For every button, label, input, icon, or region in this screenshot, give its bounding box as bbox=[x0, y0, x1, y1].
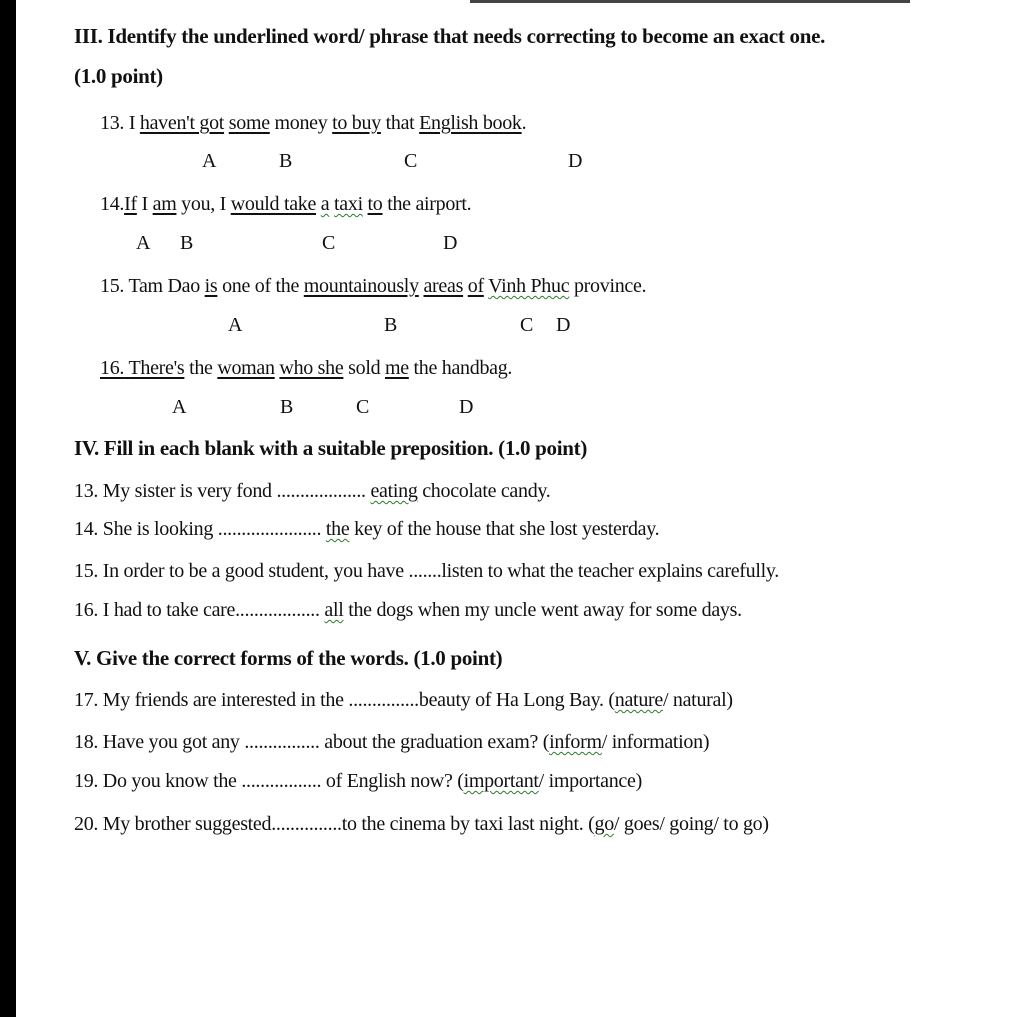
section-3-points: (1.0 point) bbox=[74, 64, 163, 88]
q15-option-a: is bbox=[204, 275, 218, 297]
q13-option-b: some bbox=[228, 112, 270, 134]
q14-option-d: to bbox=[367, 193, 383, 215]
q16-option-c: who she bbox=[279, 357, 344, 379]
blank: ....... bbox=[408, 560, 442, 582]
q15-label-c: C bbox=[520, 314, 534, 336]
fill-item-15: 15. In order to be a good student, you have .......listen to what the teacher explains carefully. bbox=[74, 560, 779, 582]
q13-label-c: C bbox=[404, 150, 418, 172]
question-15: 15. Tam Dao is one of the mountainously areas of Vinh Phuc province. bbox=[100, 275, 647, 297]
word-form-item-20: 20. My brother suggested...............to the cinema by taxi last night. (go/ goes/ going/ to go) bbox=[74, 813, 769, 835]
worksheet-page bbox=[16, 0, 1024, 1017]
question-13: 13. I haven't got some money to buy that English book. bbox=[100, 112, 527, 134]
word-form-item-17: 17. My friends are interested in the ...............beauty of Ha Long Bay. (nature/ natural) bbox=[74, 689, 733, 711]
q14-label-d: D bbox=[443, 232, 458, 254]
q15-label-a: A bbox=[228, 314, 243, 336]
q16-option-a: 16. There's bbox=[100, 357, 185, 379]
word-form-item-19: 19. Do you know the ................. of English now? (important/ importance) bbox=[74, 770, 642, 792]
question-14: 14.If I am you, I would take a taxi to the airport. bbox=[100, 193, 472, 215]
blank: ...................... bbox=[217, 518, 322, 540]
question-16: 16. There's the woman who she sold me the handbag. bbox=[100, 357, 513, 379]
q14-label-a: A bbox=[136, 232, 151, 254]
q16-option-d: me bbox=[384, 357, 409, 379]
q14-option-a: If bbox=[124, 193, 137, 215]
section-3-heading: III. Identify the underlined word/ phrase that needs correcting to become an exact one. bbox=[74, 24, 826, 48]
section-5-heading: V. Give the correct forms of the words. (1.0 point) bbox=[74, 646, 503, 670]
q15-option-d: of bbox=[467, 275, 484, 297]
fill-item-16: 16. I had to take care.................. all the dogs when my uncle went away for some days. bbox=[74, 599, 742, 621]
q13-label-b: B bbox=[279, 150, 293, 172]
blank: ................... bbox=[276, 480, 366, 502]
left-black-border bbox=[0, 0, 16, 1017]
q16-option-b: woman bbox=[217, 357, 275, 379]
q15-label-d: D bbox=[556, 314, 571, 336]
fill-item-13: 13. My sister is very fond ................... eating chocolate candy. bbox=[74, 480, 551, 502]
blank: ................ bbox=[244, 731, 320, 753]
blank: ............... bbox=[271, 813, 342, 835]
q16-label-b: B bbox=[280, 396, 294, 418]
q15-option-c: areas bbox=[423, 275, 464, 297]
q14-option-b: am bbox=[152, 193, 177, 215]
q14-label-c: C bbox=[322, 232, 336, 254]
section-4-heading: IV. Fill in each blank with a suitable preposition. (1.0 point) bbox=[74, 436, 588, 460]
blank: ................. bbox=[241, 770, 322, 792]
q13-label-d: D bbox=[568, 150, 583, 172]
q16-label-a: A bbox=[172, 396, 187, 418]
q13-option-c: to buy bbox=[332, 112, 381, 134]
word-form-item-18: 18. Have you got any ................ about the graduation exam? (inform/ information) bbox=[74, 731, 710, 753]
q15-label-b: B bbox=[384, 314, 398, 336]
q15-option-b: mountainously bbox=[303, 275, 419, 297]
q16-label-c: C bbox=[356, 396, 370, 418]
q13-label-a: A bbox=[202, 150, 217, 172]
q14-option-c: would take bbox=[230, 193, 317, 215]
q16-label-d: D bbox=[459, 396, 474, 418]
q13-option-d: English book bbox=[419, 112, 522, 134]
blank: ............... bbox=[348, 689, 419, 711]
fill-item-14: 14. She is looking ...................... the key of the house that she lost yesterday. bbox=[74, 518, 660, 540]
q14-label-b: B bbox=[180, 232, 194, 254]
q13-option-a: haven't got bbox=[139, 112, 225, 134]
blank: .................. bbox=[235, 599, 320, 621]
